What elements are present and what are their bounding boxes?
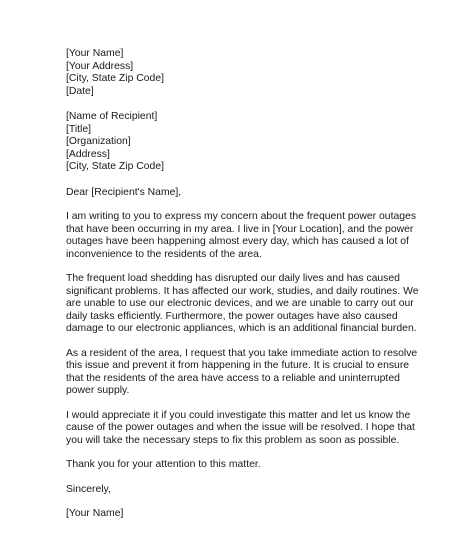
sender-name: [Your Name] <box>66 48 124 59</box>
sender-city: [City, State Zip Code] <box>66 73 164 84</box>
letter-date: [Date] <box>66 85 94 97</box>
body-paragraph-4: I would appreciate it if you could investigate this matter and let us know the cause of the power outages and when the issue will be resolved. I hope that you will take the necessary steps to fix this problem as soon as possible. <box>66 409 415 446</box>
salutation: Dear [Recipient's Name], <box>66 186 182 198</box>
recipient-address: [Address] <box>66 148 110 160</box>
letter-content <box>66 48 428 533</box>
sender-block <box>66 48 428 98</box>
body-paragraph-1: I am writing to you to express my concern about the frequent power outages that have been occurring in my area. I live in [Your Location], and the power outages have been happening almost every day, which has caused a lot of inconvenience to the residents of the area. <box>66 211 417 260</box>
signature-name: [Your Name] <box>66 508 124 519</box>
recipient-city: [City, State Zip Code] <box>66 161 164 172</box>
body-paragraph-5: Thank you for your attention to this matter. <box>66 459 261 470</box>
body-paragraph-3: As a resident of the area, I request that you take immediate action to resolve this issue and prevent it from happening in the future. It is crucial to ensure that the residents of the area have access to a reliable and uninterrupted power supply. <box>66 347 418 396</box>
recipient-name: [Name of Recipient] <box>66 111 158 122</box>
body-paragraph-2: The frequent load shedding has disrupted our daily lives and has caused significant problems. It has affected our work, studies, and daily routines. We are unable to use our electronic devices, and we are unable to carry out our daily tasks efficiently. Furthermore, the power outages have also caused damage to our electronic appliances, which is an additional financial burden. <box>66 273 419 334</box>
sender-address: [Your Address] <box>66 60 134 72</box>
closing: Sincerely, <box>66 483 111 495</box>
recipient-title: [Title] <box>66 123 92 135</box>
recipient-block <box>66 111 428 174</box>
recipient-organization: [Organization] <box>66 136 131 147</box>
